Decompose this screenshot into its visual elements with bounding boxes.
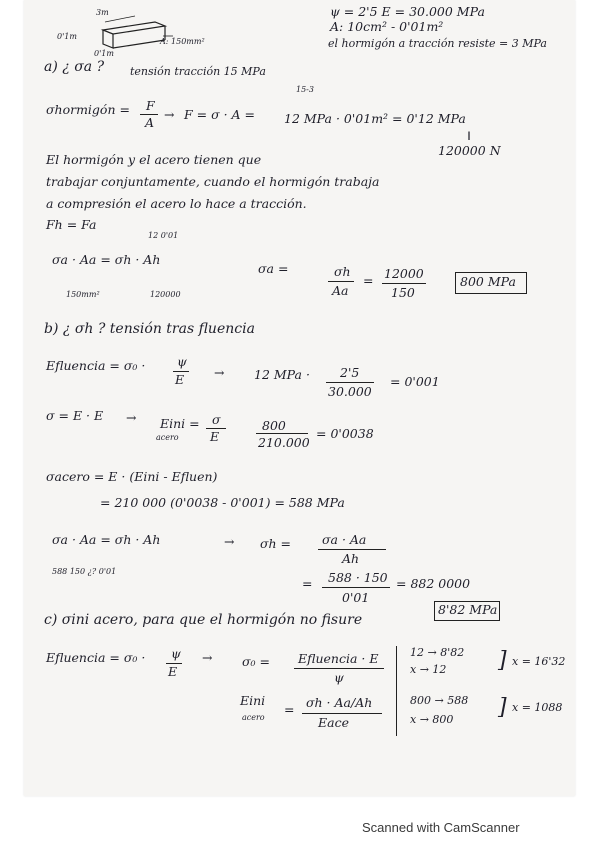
b-balance-rhs: σh = <box>260 536 292 551</box>
b-balance-num: σa · Aa <box>322 532 367 547</box>
b-balance-arrow: → <box>224 534 235 549</box>
c-rule1-b: x → 12 <box>410 663 447 676</box>
b-fluencia-lhs: Efluencia = σ₀ · <box>46 358 146 373</box>
a-sa-num-bar <box>382 283 426 284</box>
a-arrow: → <box>164 107 175 122</box>
c-rule1-brace: ] <box>498 648 507 673</box>
a-formula: F = σ · A = <box>184 107 256 122</box>
c-e-eq: = <box>284 702 295 717</box>
a-text-line-1: El hormigón y el acero tienen que <box>46 152 262 167</box>
b-f1-frac-bar <box>326 382 374 383</box>
question-c: c) σini acero, para que el hormigón no fisure <box>44 612 363 628</box>
a-note: tensión tracción 15 MPa <box>130 65 266 78</box>
b-num-bar <box>322 587 390 588</box>
b-num-num: 588 · 150 <box>328 570 388 585</box>
sketch-height: 0'1m <box>57 32 77 41</box>
sketch-area: A: 150mm² <box>160 37 205 46</box>
b-s-frac-num: 800 <box>262 418 286 433</box>
c-f-num: ψ <box>171 646 181 661</box>
c-f-frac-num: Efluencia · E <box>298 651 379 666</box>
a-sa-eq: = <box>363 273 374 288</box>
a-numeric: 12 MPa · 0'01m² = 0'12 MPa <box>284 111 466 126</box>
b-s-frac-bar <box>256 433 308 434</box>
b-s-frac-den: 210.000 <box>258 435 310 450</box>
a-result-n: 120000 N <box>438 143 501 158</box>
c-rule1-a: 12 → 8'82 <box>410 646 465 659</box>
a-sa-frac-bar <box>328 281 354 282</box>
b-num-eq: = <box>302 576 313 591</box>
b-eini: Eini = <box>160 416 200 431</box>
sketch-length: 3m <box>96 8 109 17</box>
b-eini-sub: acero <box>156 433 179 442</box>
b-f1-result: = 0'001 <box>390 374 440 389</box>
b-s-num: σ <box>212 412 221 427</box>
c-eini: Eini <box>240 693 266 708</box>
b-num-den: 0'01 <box>342 590 370 605</box>
b-f1-mid: 12 MPa · <box>254 367 310 382</box>
c-e-bar <box>302 713 382 714</box>
a-balance: σa · Aa = σh · Ah <box>52 252 161 267</box>
b-balance-den: Ah <box>342 551 360 566</box>
b-f1-frac-num: 2'5 <box>340 365 360 380</box>
b-sigma-acero: σacero = E · (Eini - Efluen) <box>46 469 218 484</box>
c-fluencia-lhs: Efluencia = σ₀ · <box>46 650 146 665</box>
c-f-den: E <box>168 664 178 679</box>
b-f1-num: ψ <box>177 354 187 369</box>
b-values: 588 150 ¿? 0'01 <box>52 567 117 576</box>
b-final-result: 8'82 MPa <box>438 602 498 617</box>
c-e-num: σh · Aa/Ah <box>306 695 373 710</box>
a-force-equality: Fh = Fa <box>46 217 97 232</box>
a-sup: 15-3 <box>296 85 314 94</box>
a-eq-sign: ‖ <box>467 131 471 140</box>
b-num-result: = 882 0000 <box>396 576 471 591</box>
given-line-1: ψ = 2'5 E = 30.000 MPa <box>330 4 485 19</box>
a-text-line-3: a compresión el acero lo hace a tracción. <box>46 196 307 211</box>
a-frac-den: A <box>145 115 155 130</box>
scanner-watermark: Scanned with CamScanner <box>362 820 520 835</box>
a-sa-frac-den: Aa <box>332 283 349 298</box>
c-rule2-b: x → 800 <box>410 713 454 726</box>
c-f-frac-bar <box>294 668 384 669</box>
c-f-frac-den: ψ <box>334 670 344 685</box>
a-sigma-a-lhs: σa = <box>258 261 289 276</box>
a-sa-den: 150 <box>391 285 415 300</box>
c-eini-sub: acero <box>242 713 265 722</box>
b-s-result: = 0'0038 <box>316 426 374 441</box>
a-below-left: 150mm² <box>66 290 100 299</box>
b-f1-den: E <box>175 372 185 387</box>
a-frac-num: F <box>146 98 155 113</box>
b-balance-bar <box>318 549 386 550</box>
sketch-width: 0'1m <box>94 49 114 58</box>
c-divider <box>396 646 397 736</box>
b-balance: σa · Aa = σh · Ah <box>52 532 161 547</box>
question-b: b) ¿ σh ? tensión tras fluencia <box>44 321 255 337</box>
b-sigma-acero-2: = 210 000 (0'0038 - 0'001) = 588 MPa <box>100 495 345 510</box>
c-rule1-result: x = 16'32 <box>512 655 566 668</box>
a-text-line-2: trabajar conjuntamente, cuando el hormigón trabaja <box>46 174 380 189</box>
c-f-arrow: → <box>202 650 213 665</box>
a-below-right: 120000 <box>150 290 181 299</box>
b-sigma-law: σ = E · E <box>46 408 104 423</box>
b-f1-arrow: → <box>214 365 225 380</box>
a-result: 800 MPa <box>460 274 516 289</box>
question-a: a) ¿ σa ? <box>44 59 105 75</box>
c-e-den: Eace <box>318 715 349 730</box>
c-f-mid: σ₀ = <box>242 654 270 669</box>
b-f1-frac-den: 30.000 <box>328 384 372 399</box>
a-above-values: 12 0'01 <box>148 231 179 240</box>
b-sigma-arrow: → <box>126 410 137 425</box>
c-rule2-result: x = 1088 <box>512 701 563 714</box>
c-rule2-brace: ] <box>498 695 507 720</box>
given-line-2: A: 10cm² - 0'01m² <box>330 19 444 34</box>
given-line-3: el hormigón a tracción resiste = 3 MPa <box>328 37 547 50</box>
a-sa-frac-num: σh <box>334 264 351 279</box>
c-rule2-a: 800 → 588 <box>410 694 469 707</box>
b-s-den: E <box>210 429 220 444</box>
a-sa-num: 12000 <box>384 266 424 281</box>
a-sigma-hormigon: σhormigón = <box>46 102 130 117</box>
